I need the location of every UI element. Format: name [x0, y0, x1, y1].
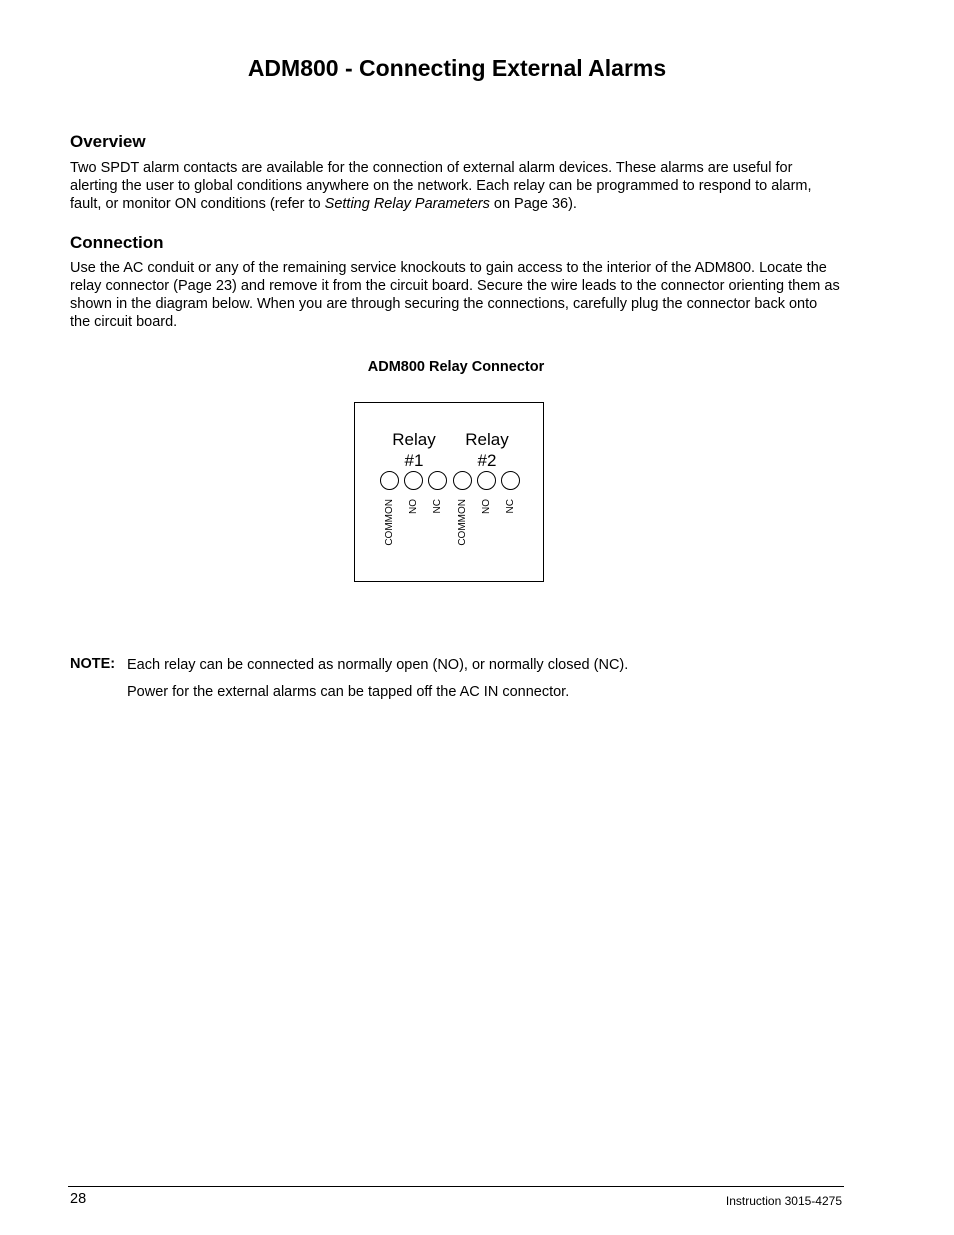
- relay-2-line2: #2: [477, 451, 497, 470]
- relay-1-line2: #1: [404, 451, 424, 470]
- connection-paragraph: Use the AC conduit or any of the remaining service knockouts to gain access to the interior of the ADM800. Locate the relay connector (Page 23) and remove it from the circuit board. Secure the wire leads to the connector orienting them as shown in the diagram below. When you are through securing the connections, carefully plug the connector back onto the circuit board.: [70, 260, 840, 330]
- pin-5-no: [477, 471, 496, 490]
- pin-label-5: NO: [481, 499, 492, 514]
- document-reference: Instruction 3015-4275: [725, 1194, 842, 1208]
- pin-3-nc: [428, 471, 447, 490]
- relay-2-label: [457, 429, 517, 471]
- overview-text-after: on Page 36).: [489, 196, 577, 212]
- note-line-2: Power for the external alarms can be tapped off the AC IN connector.: [127, 684, 570, 700]
- pin-6-nc: [501, 471, 520, 490]
- pin-label-4: COMMON: [457, 499, 468, 546]
- pin-label-1: COMMON: [384, 499, 395, 546]
- page-title: ADM800 - Connecting External Alarms: [247, 55, 667, 81]
- overview-text-italic: Setting Relay Parameters: [324, 196, 490, 212]
- page-number: 28: [70, 1191, 87, 1207]
- pin-label-6: NC: [505, 499, 516, 514]
- overview-heading: Overview: [70, 132, 146, 151]
- pin-1-common: [380, 471, 399, 490]
- overview-text-before: Two SPDT alarm contacts are available for the connection of external alarm devices. These alarms are useful for alerting the user to global conditions anywhere on the network. Each relay can be programmed to respond to alarm, fault, or monitor ON conditions (refer to: [70, 160, 812, 212]
- relay-2-line1: Relay: [465, 430, 509, 449]
- diagram-title: ADM800 Relay Connector: [367, 359, 545, 375]
- relay-connector-diagram: [354, 402, 544, 582]
- pin-label-2: NO: [408, 499, 419, 514]
- pin-4-common: [453, 471, 472, 490]
- connection-heading: Connection: [70, 233, 164, 252]
- pin-2-no: [404, 471, 423, 490]
- footer-divider: [68, 1186, 844, 1187]
- note-line-1: Each relay can be connected as normally open (NO), or normally closed (NC).: [127, 657, 629, 673]
- relay-1-label: [384, 429, 444, 471]
- pin-label-3: NC: [432, 499, 443, 514]
- note-label: NOTE:: [70, 656, 116, 672]
- overview-paragraph: [70, 159, 840, 213]
- relay-1-line1: Relay: [392, 430, 436, 449]
